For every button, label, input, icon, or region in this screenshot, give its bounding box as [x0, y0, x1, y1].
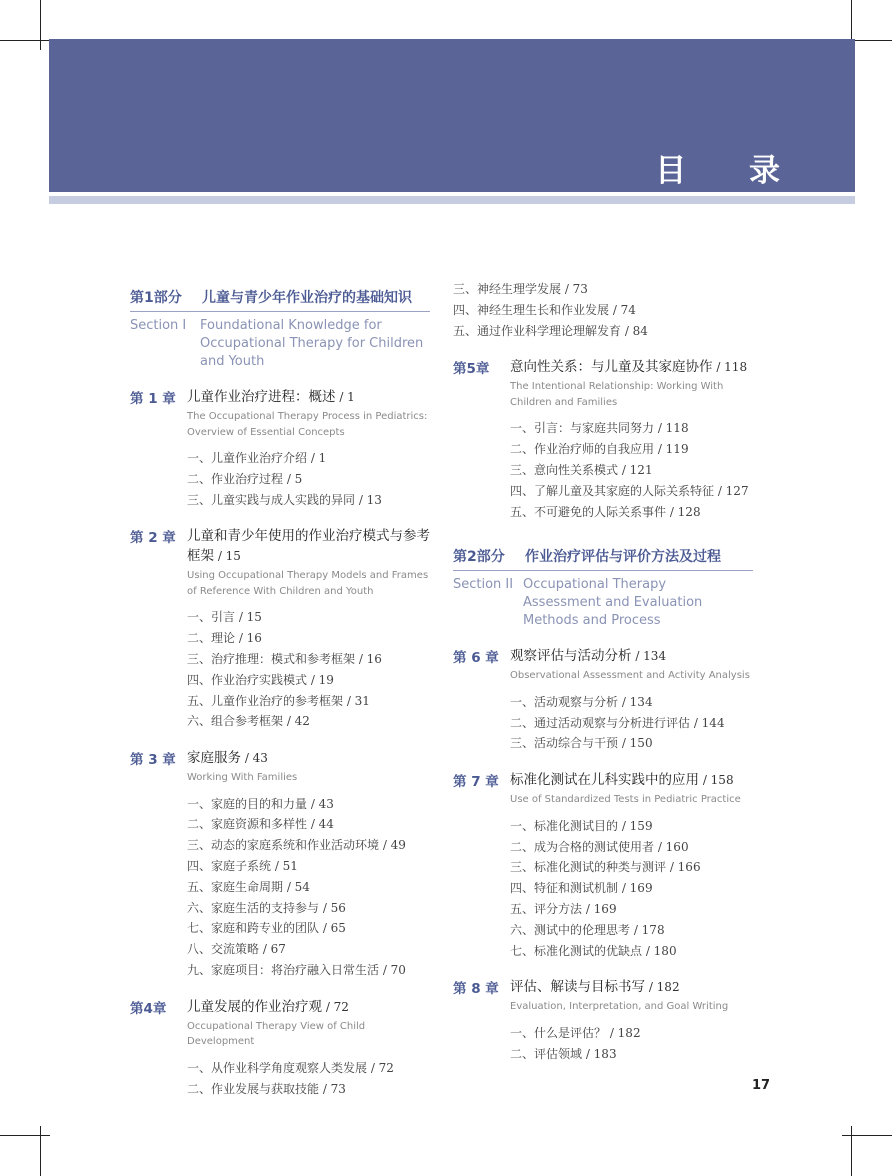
chapter-number: 第 7 章 — [453, 774, 499, 791]
toc-entry: 六、家庭生活的支持参与 / 56 — [187, 900, 346, 915]
chapter-title — [187, 748, 430, 768]
chapter-title-text: 意向性关系：与儿童及其家庭协作 — [510, 359, 713, 376]
toc-entry: 一、家庭的目的和力量 / 43 — [187, 796, 334, 811]
toc-entry: 二、理论 / 16 — [187, 631, 262, 646]
toc-entry: 二、家庭资源和多样性 / 44 — [187, 817, 334, 832]
left-column — [130, 287, 430, 1099]
toc-entry: 六、组合参考框架 / 42 — [187, 714, 310, 729]
chapter-title — [510, 770, 753, 790]
chapter-title — [510, 357, 753, 377]
chapter-title — [187, 526, 430, 566]
part-divider — [130, 311, 430, 312]
chapter-number: 第 2 章 — [130, 530, 176, 547]
chapter-page: / 118 — [712, 360, 748, 375]
toc-entry: 三、神经生理学发展 / 73 — [453, 282, 588, 296]
toc-entry: 一、标准化测试目的 / 159 — [510, 818, 653, 833]
part-english-title: Foundational Knowledge for Occupational Therapy for Children and Youth — [200, 318, 424, 369]
toc-entry: 七、标准化测试的优缺点 / 180 — [510, 943, 677, 958]
toc-entry: 五、家庭生命周期 / 54 — [187, 879, 310, 894]
chapter-body — [510, 646, 753, 754]
chapter-sections — [510, 1023, 753, 1065]
toc-entry: 二、通过活动观察与分析进行评估 / 144 — [510, 715, 725, 730]
toc-entry: 四、家庭子系统 / 51 — [187, 859, 298, 874]
toc-entry: 三、意向性关系模式 / 121 — [510, 462, 653, 477]
chapter-sections — [510, 418, 753, 522]
toc-entry: 三、儿童实践与成人实践的异同 / 13 — [187, 492, 382, 507]
chapter-list — [453, 357, 753, 522]
chapter-page: / 158 — [699, 773, 734, 788]
chapter-page: / 15 — [214, 549, 241, 564]
chapter-number: 第5章 — [453, 361, 490, 378]
chapter-title-text: 儿童和青少年使用的作业治疗模式与参考框架 — [187, 528, 430, 565]
chapter-entry — [453, 977, 753, 1064]
chapter-sections — [510, 816, 753, 962]
chapter-body — [510, 357, 753, 522]
chapter-english-title: The Occupational Therapy Process in Pediatrics: Overview of Essential Concepts — [187, 411, 428, 438]
chapter-english-title: Observational Assessment and Activity Analysis — [510, 670, 750, 682]
chapter-number: 第4章 — [130, 1000, 167, 1017]
chapter-number: 第 1 章 — [130, 391, 176, 407]
chapter-entry — [130, 387, 430, 510]
toc-entry: 八、交流策略 / 67 — [187, 942, 286, 957]
chapter-english-title: Occupational Therapy View of Child Development — [187, 1020, 366, 1048]
toc-entry: 二、成为合格的测试使用者 / 160 — [510, 839, 689, 854]
part-english — [453, 576, 753, 630]
chapter-entry — [453, 770, 753, 961]
toc-entry: 一、什么是评估？ / 182 — [510, 1025, 641, 1040]
chapter-title — [510, 646, 753, 666]
chapter-entry — [130, 748, 430, 981]
toc-entry: 五、不可避免的人际关系事件 / 128 — [510, 504, 701, 519]
chapter-sections — [187, 1058, 430, 1100]
chapter-english-title: Use of Standardized Tests in Pediatric Practice — [510, 794, 741, 806]
toc-entry: 七、家庭和跨专业的团队 / 65 — [187, 921, 346, 936]
toc-entry: 四、神经生理生长和作业发展 / 74 — [453, 302, 636, 317]
chapter-page: / 72 — [322, 999, 349, 1014]
chapter-entry — [130, 997, 430, 1100]
toc-entry: 一、引言 / 15 — [187, 610, 262, 625]
toc-entry: 三、动态的家庭系统和作业活动环境 / 49 — [187, 838, 406, 853]
chapter-number: 第 8 章 — [453, 981, 499, 998]
toc-entry: 三、活动综合与干预 / 150 — [510, 736, 653, 751]
toc-entry: 四、特征和测试机制 / 169 — [510, 881, 653, 896]
toc-entry: 二、作业治疗师的自我应用 / 119 — [510, 442, 689, 457]
toc-entry: 一、活动观察与分析 / 134 — [510, 694, 653, 709]
toc-entry: 九、家庭项目：将治疗融入日常生活 / 70 — [187, 963, 406, 978]
part-title: 作业治疗评估与评价方法及过程 — [525, 549, 721, 566]
toc-entry: 三、治疗推理：模式和参考框架 / 16 — [187, 651, 382, 666]
chapter-list — [130, 387, 430, 1099]
chapter-title-text: 标准化测试在儿科实践中的应用 — [510, 772, 699, 789]
chapter-number: 第 6 章 — [453, 650, 499, 667]
chapter-sections — [187, 607, 430, 732]
chapter-list — [453, 646, 753, 1064]
chapter-entry — [130, 526, 430, 732]
section-label: Section I — [130, 318, 187, 333]
toc-entry: 四、了解儿童及其家庭的人际关系特征 / 127 — [510, 483, 749, 498]
chapter-sections — [187, 448, 430, 510]
toc-entry: 二、评估领域 / 183 — [510, 1046, 617, 1061]
toc-entry: 二、作业发展与获取技能 / 73 — [187, 1081, 346, 1096]
toc-entry: 四、作业治疗实践模式 / 19 — [187, 672, 334, 687]
chapter-title-text: 观察评估与活动分析 — [510, 648, 632, 665]
part-english — [130, 317, 430, 371]
chapter-title-text: 家庭服务 — [187, 750, 241, 767]
chapter-title-text: 评估、解读与目标书写 — [510, 979, 645, 996]
header-strip — [49, 196, 855, 204]
chapter-page: / 134 — [631, 649, 667, 664]
chapter-body — [187, 997, 430, 1100]
continued-items — [453, 279, 753, 341]
chapter-body — [187, 748, 430, 981]
toc-entry: 五、通过作业科学理论理解发育 / 84 — [453, 323, 648, 338]
chapter-page: / 43 — [241, 751, 268, 766]
chapter-body — [187, 387, 430, 510]
toc-entry: 三、标准化测试的种类与测评 / 166 — [510, 860, 701, 875]
toc-entry: 六、测试中的伦理思考 / 178 — [510, 922, 665, 937]
chapter-english-title: The Intentional Relationship: Working With Children and Families — [510, 381, 724, 408]
part-title: 儿童与青少年作业治疗的基础知识 — [202, 290, 412, 306]
chapter-title-text: 儿童发展的作业治疗观 — [187, 998, 322, 1015]
toc-entry: 二、作业治疗过程 / 5 — [187, 471, 303, 486]
toc-entry: 一、引言：与家庭共同努力 / 118 — [510, 421, 689, 436]
chapter-entry — [453, 357, 753, 522]
chapter-english-title: Evaluation, Interpretation, and Goal Writing — [510, 1001, 729, 1013]
toc-entry: 一、从作业科学角度观察人类发展 / 72 — [187, 1060, 394, 1075]
chapter-page: / 182 — [645, 980, 680, 995]
chapter-title — [187, 997, 430, 1017]
chapter-sections — [187, 794, 430, 981]
chapter-title — [510, 977, 753, 997]
part-heading — [453, 546, 753, 566]
chapter-page: / 1 — [335, 390, 355, 404]
part-divider — [453, 570, 753, 571]
right-column — [453, 282, 753, 1064]
part-number: 第1部分 — [130, 290, 182, 306]
part-heading — [130, 287, 430, 307]
chapter-english-title: Working With Families — [187, 772, 298, 784]
part-number: 第2部分 — [453, 549, 505, 566]
chapter-body — [510, 977, 753, 1064]
section-label: Section II — [453, 577, 514, 593]
page-number: 17 — [752, 1078, 771, 1093]
part-block — [453, 546, 753, 630]
chapter-title — [187, 387, 430, 407]
chapter-entry — [453, 646, 753, 754]
toc-entry: 一、儿童作业治疗介绍 / 1 — [187, 451, 327, 465]
chapter-english-title: Using Occupational Therapy Models and Frames of Reference With Children and Youth — [187, 570, 429, 597]
part-english-title: Occupational Therapy Assessment and Evaluation Methods and Process — [523, 577, 703, 629]
chapter-body — [510, 770, 753, 961]
chapter-number: 第 3 章 — [130, 752, 176, 769]
chapter-title-text: 儿童作业治疗进程：概述 — [187, 389, 336, 405]
page-title: 目 录 — [655, 153, 806, 189]
chapter-sections — [510, 692, 753, 754]
toc-entry: 五、评分方法 / 169 — [510, 901, 617, 916]
chapter-body — [187, 526, 430, 732]
toc-entry: 五、儿童作业治疗的参考框架 / 31 — [187, 693, 370, 708]
